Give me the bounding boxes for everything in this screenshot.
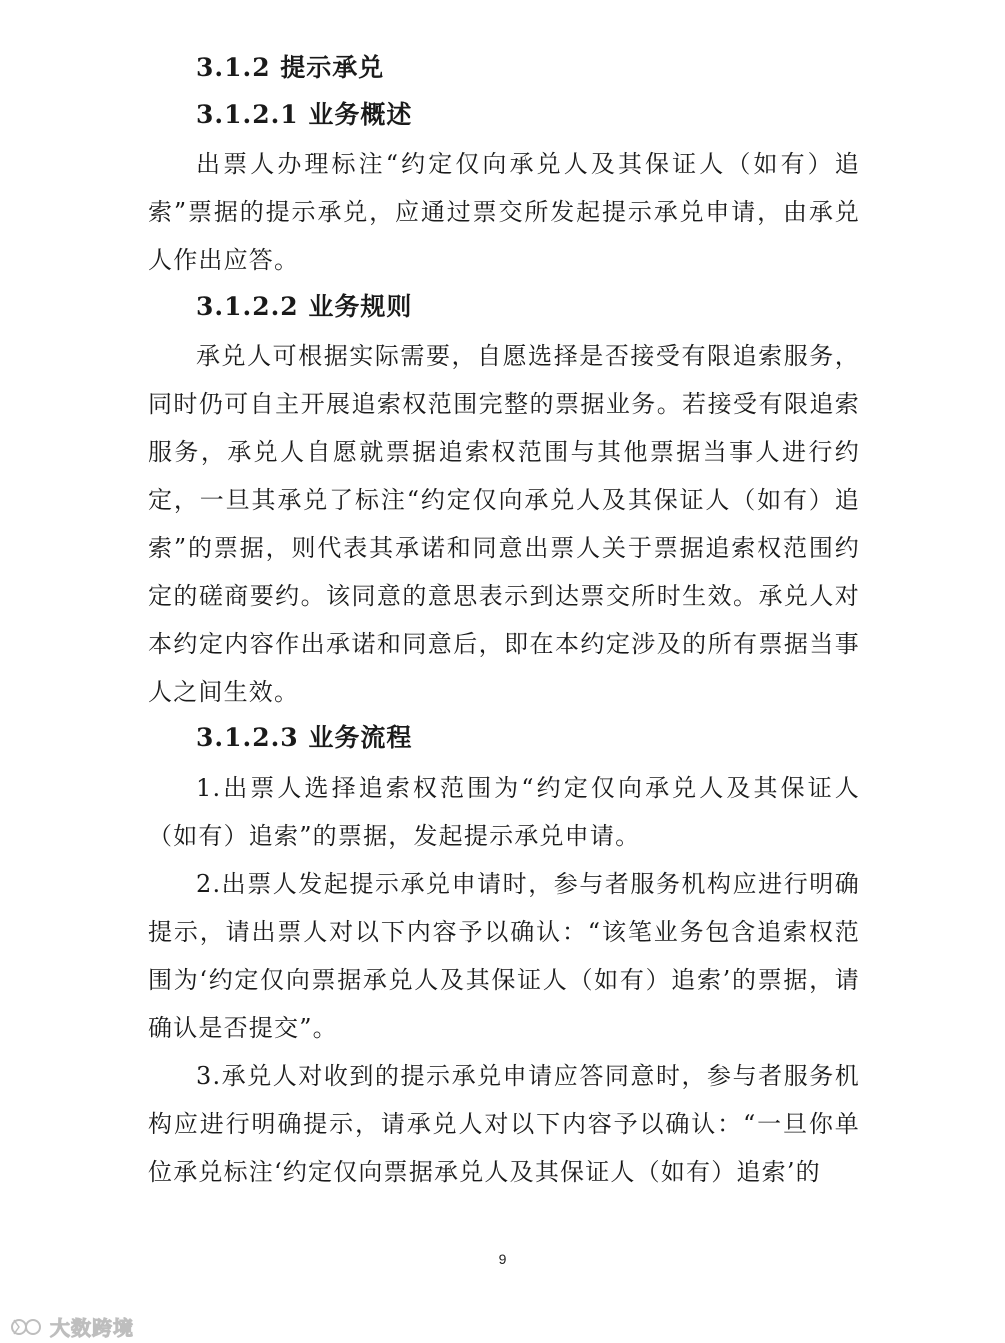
paragraph-step-3: 3.承兑人对收到的提示承兑申请应答同意时，参与者服务机构应进行明确提示，请承兑人对以下内容予以确认：“一旦你单位承兑标注‘约定仅向票据承兑人及其保证人（如有）追索’的 <box>148 1062 860 1186</box>
paragraph-rules: 承兑人可根据实际需要，自愿选择是否接受有限追索服务，同时仍可自主开展追索权范围完整的票据业务。若接受有限追索服务，承兑人自愿就票据追索权范围与其他票据当事人进行约定，一旦其承兑了标注“约定仅向承兑人及其保证人（如有）追索”的票据，则代表其承诺和同意出票人关于票据追索权范围约定的磋商要约。该同意的意思表示到达票交所时生效。承兑人对本约定内容作出承诺和同意后，即在本约定涉及的所有票据当事人之间生效。 <box>148 342 860 706</box>
section-heading-3-1-2-3: 3.1.2.3 业务流程 <box>196 723 413 752</box>
watermark-logo-icon <box>10 1316 44 1338</box>
paragraph-step-2: 2.出票人发起提示承兑申请时，参与者服务机构应进行明确提示，请出票人对以下内容予以确认：“该笔业务包含追索权范围为‘约定仅向票据承兑人及其保证人（如有）追索’的票据，请确认是否提交”。 <box>148 870 860 1042</box>
paragraph-step-1: 1.出票人选择追索权范围为“约定仅向承兑人及其保证人（如有）追索”的票据，发起提示承兑申请。 <box>148 774 860 850</box>
watermark <box>10 1312 134 1341</box>
watermark-text: 大数跨境 <box>50 1316 134 1340</box>
section-heading-3-1-2-2: 3.1.2.2 业务规则 <box>196 292 413 321</box>
section-heading-3-1-2-1: 3.1.2.1 业务概述 <box>196 100 413 129</box>
section-heading-3-1-2: 3.1.2 提示承兑 <box>196 53 385 82</box>
paragraph-overview: 出票人办理标注“约定仅向承兑人及其保证人（如有）追索”票据的提示承兑，应通过票交所发起提示承兑申请，由承兑人作出应答。 <box>148 150 860 274</box>
page-number: 9 <box>498 1251 507 1267</box>
